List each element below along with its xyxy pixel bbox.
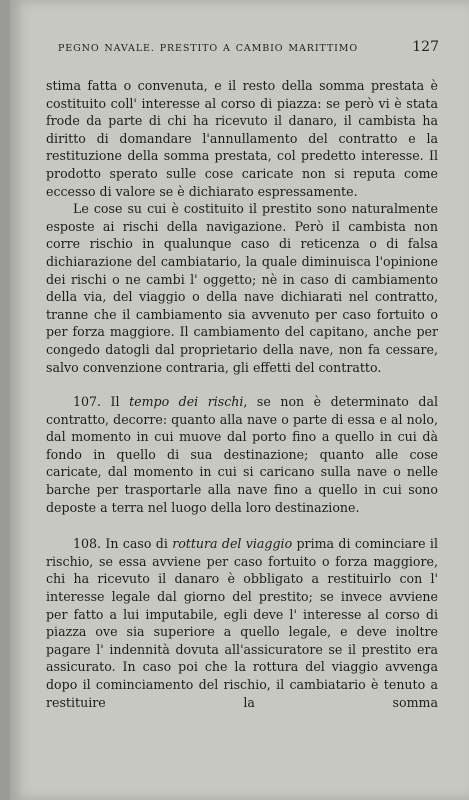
- page-header: [58, 39, 439, 55]
- paragraph-2: Le cose su cui è costituito il prestito sono naturalmente esposte ai rischi della navigazione. Però il cambista non corre rischio in qualunque caso di reticenza o di falsa dichiarazione del cambiatario, la quale diminuisca l'opinione dei rischi o ne cambi l' oggetto; nè in caso di cambiamento della via, del viaggio o della nave dichiarati nel contratto, tranne che il cambiamento sia avvenuto per caso fortuito o per forza maggiore. Il cambiamento del capitano, anche per congedo datogli dal proprietario della nave, non fa cessare, salvo convenzione contraria, gli effetti del contratto.: [46, 201, 438, 375]
- paragraph-107-text: , se non è determinato dal contratto, decorre: quanto alla nave o parte di essa e al nolo, dal momento in cui muove dal porto fino a quello in cui dà fondo in quello di sua destinazione; quanto alle cose caricate, dal momento in cui si caricano sulla nave o nelle barche per trasportarle alla nave fino a quello in cui sono deposte a terra nel luogo della loro destinazione.: [46, 394, 438, 515]
- running-title: PEGNO NAVALE. PRESTITO A CAMBIO MARITTIMO: [58, 43, 359, 54]
- paragraph-107-lead: Il: [110, 394, 120, 410]
- paragraph-108-number: 108.: [73, 536, 102, 552]
- paragraph-gap: [46, 516, 438, 535]
- paragraph-108-italic-term: rottura del viaggio: [172, 536, 293, 552]
- paragraph-108-lead: In caso di: [105, 536, 168, 552]
- paragraph-108-text: prima di cominciare il rischio, se essa avviene per caso fortuito o forza maggiore, chi ha ricevuto il danaro è obbligato a restituirlo con l' interesse legale dal giorno del prestito; se invece avviene per fatto a lui imputabile, egli deve l' interesse al corso di piazza ove sia superiore a quello legale, e deve inoltre pagare l' indennità dovuta all'assicuratore se il prestito era assicurato. In caso poi che la rottura del viaggio avvenga dopo il cominciamento del rischio, il cambiatario è tenuto a restituire la somma: [46, 536, 438, 710]
- book-page: [10, 0, 469, 800]
- page-number: 127: [412, 39, 439, 55]
- paragraph-1: stima fatta o convenuta, e il resto della somma prestata è costituito coll' interesse al corso di piazza: se però vi è stata frode da parte di chi ha ricevuto il danaro, il cambista ha diritto di domandare l'annullamento del contratto e la restituzione della somma prestata, col predetto interesse. Il prodotto sperato sulle cose caricate non si reputa come eccesso di valore se è dichiarato espressamente.: [46, 78, 438, 199]
- paragraph-gap: [46, 376, 438, 393]
- paragraph-107-number: 107.: [73, 394, 102, 410]
- body-text: [46, 77, 438, 711]
- paragraph-107-italic-term: tempo dei rischi: [129, 394, 244, 410]
- paragraph-108: [46, 535, 438, 711]
- paragraph-107: [46, 393, 438, 516]
